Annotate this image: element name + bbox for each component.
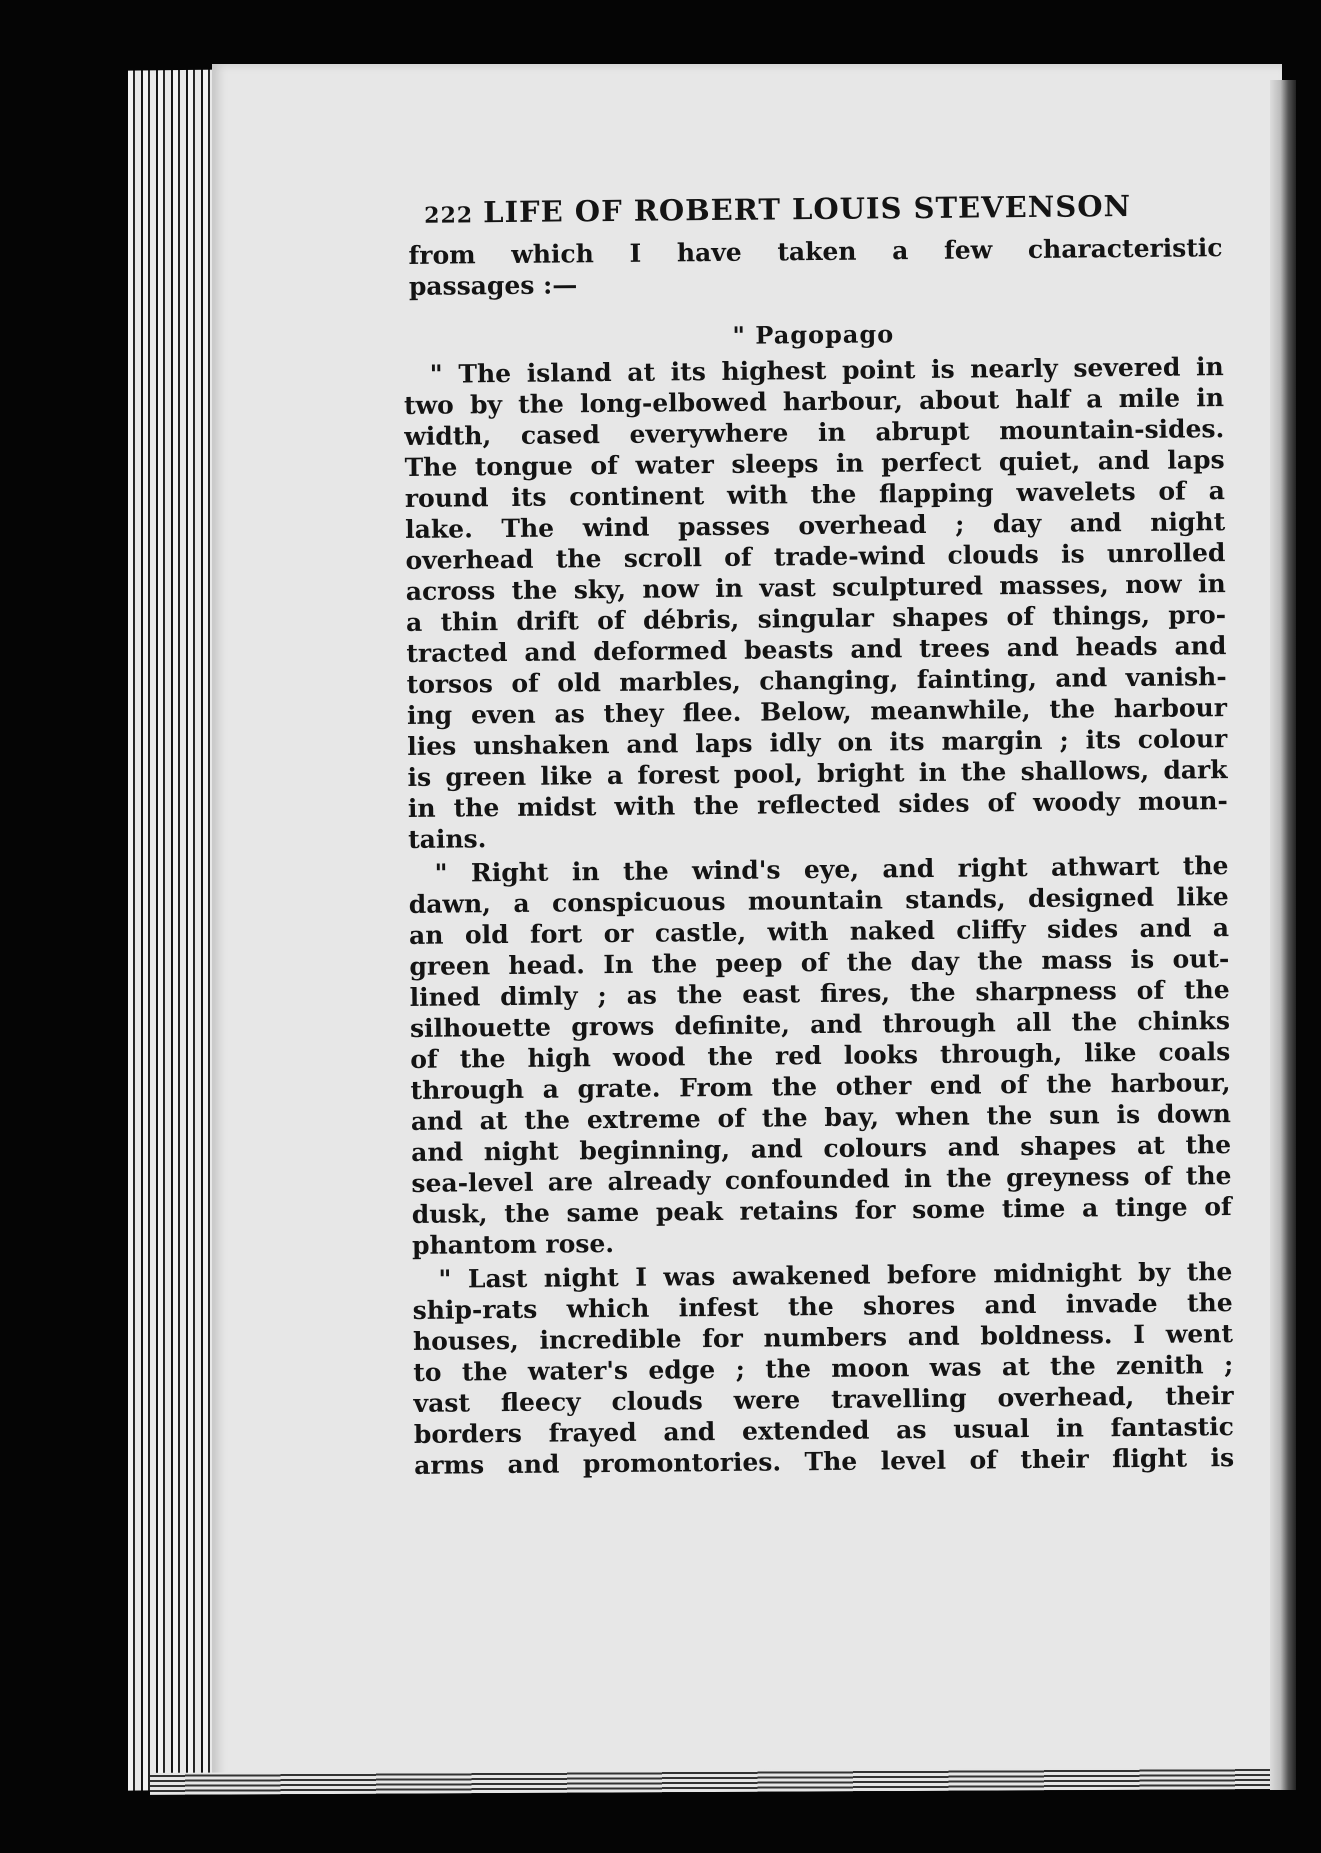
page-content	[402, 188, 1234, 1484]
text-line: tains.	[408, 824, 487, 854]
text-line: ship-rats which infest the shores and invade the	[412, 1288, 1233, 1325]
text-line: borders frayed and extended as usual in fantastic	[413, 1412, 1234, 1449]
section-subheading: " Pagopago	[732, 319, 895, 350]
text-line: across the sky, now in vast sculptured masses, now in	[405, 569, 1226, 606]
text-line: width, cased everywhere in abrupt mountain-sides.	[404, 414, 1225, 451]
page-right-edge	[1270, 80, 1296, 1790]
text-line: an old fort or castle, with naked cliffy sides and a	[408, 913, 1230, 950]
text-line: torsos of old marbles, changing, fainting, and vanish-	[406, 662, 1227, 699]
text-line: tracted and deformed beasts and trees and heads and	[406, 631, 1227, 668]
text-line: The tongue of water sleeps in perfect quiet, and laps	[404, 445, 1225, 482]
text-line: is green like a forest pool, bright in the shallows, dark	[407, 755, 1228, 792]
text-line: two by the long-elbowed harbour, about half a mile in	[403, 383, 1225, 420]
text-line: vast fleecy clouds were travelling overhead, their	[413, 1381, 1234, 1418]
text-line: " Right in the wind's eye, and right athwart the	[434, 851, 1229, 888]
page-stack-bottom-edge	[150, 1767, 1270, 1795]
text-line: lake. The wind passes overhead ; day and night	[405, 507, 1226, 544]
text-line: lined dimly ; as the east fires, the sharpness of the	[409, 975, 1230, 1012]
text-line: " The island at its highest point is nearly severed in	[429, 352, 1224, 389]
paragraph	[404, 351, 1229, 855]
paragraph	[412, 1256, 1234, 1481]
text-line: dawn, a conspicuous mountain stands, designed like	[408, 882, 1229, 919]
text-line: lies unshaken and laps idly on its margin ; its colour	[407, 724, 1228, 761]
quoted-passages	[404, 351, 1235, 1481]
text-line: and night beginning, and colours and shapes at the	[411, 1130, 1232, 1167]
text-line: of the high wood the red looks through, like coals	[410, 1037, 1231, 1074]
text-line: and at the extreme of the bay, when the sun is down	[410, 1099, 1231, 1136]
text-line: phantom rose.	[411, 1229, 615, 1260]
running-head-title: LIFE OF ROBERT LOUIS STEVENSON	[482, 189, 1132, 230]
lead-paragraph	[408, 232, 1223, 302]
text-line: through a grate. From the other end of the harbour,	[410, 1068, 1231, 1105]
text-line: passages :—	[408, 270, 578, 301]
text-line: " Last night I was awakened before midnight by the	[438, 1257, 1233, 1294]
text-line: houses, incredible for numbers and boldness. I went	[412, 1319, 1234, 1356]
text-line: silhouette grows definite, and through all the chinks	[409, 1006, 1231, 1043]
page-number: 222	[424, 202, 474, 229]
text-line: from which I have taken a few characteristic	[408, 233, 1223, 270]
text-line: arms and promontories. The level of their flight is	[414, 1443, 1235, 1480]
running-head	[424, 188, 1222, 230]
text-line: dusk, the same peak retains for some time a tinge of	[411, 1192, 1232, 1229]
text-line: to the water's edge ; the moon was at the zenith ;	[413, 1350, 1234, 1387]
text-line: green head. In the peep of the day the mass is out-	[409, 944, 1230, 981]
text-line: a thin drift of débris, singular shapes of things, pro-	[405, 600, 1227, 637]
text-line: sea-level are already confounded in the greyness of the	[411, 1161, 1232, 1198]
text-line: overhead the scroll of trade-wind clouds is unrolled	[405, 538, 1226, 575]
text-line: round its continent with the flapping wavelets of a	[404, 476, 1226, 513]
text-line: ing even as they flee. Below, meanwhile, the harbour	[406, 693, 1228, 730]
text-line: in the midst with the reflected sides of woody moun-	[407, 786, 1228, 823]
paragraph	[408, 850, 1232, 1261]
